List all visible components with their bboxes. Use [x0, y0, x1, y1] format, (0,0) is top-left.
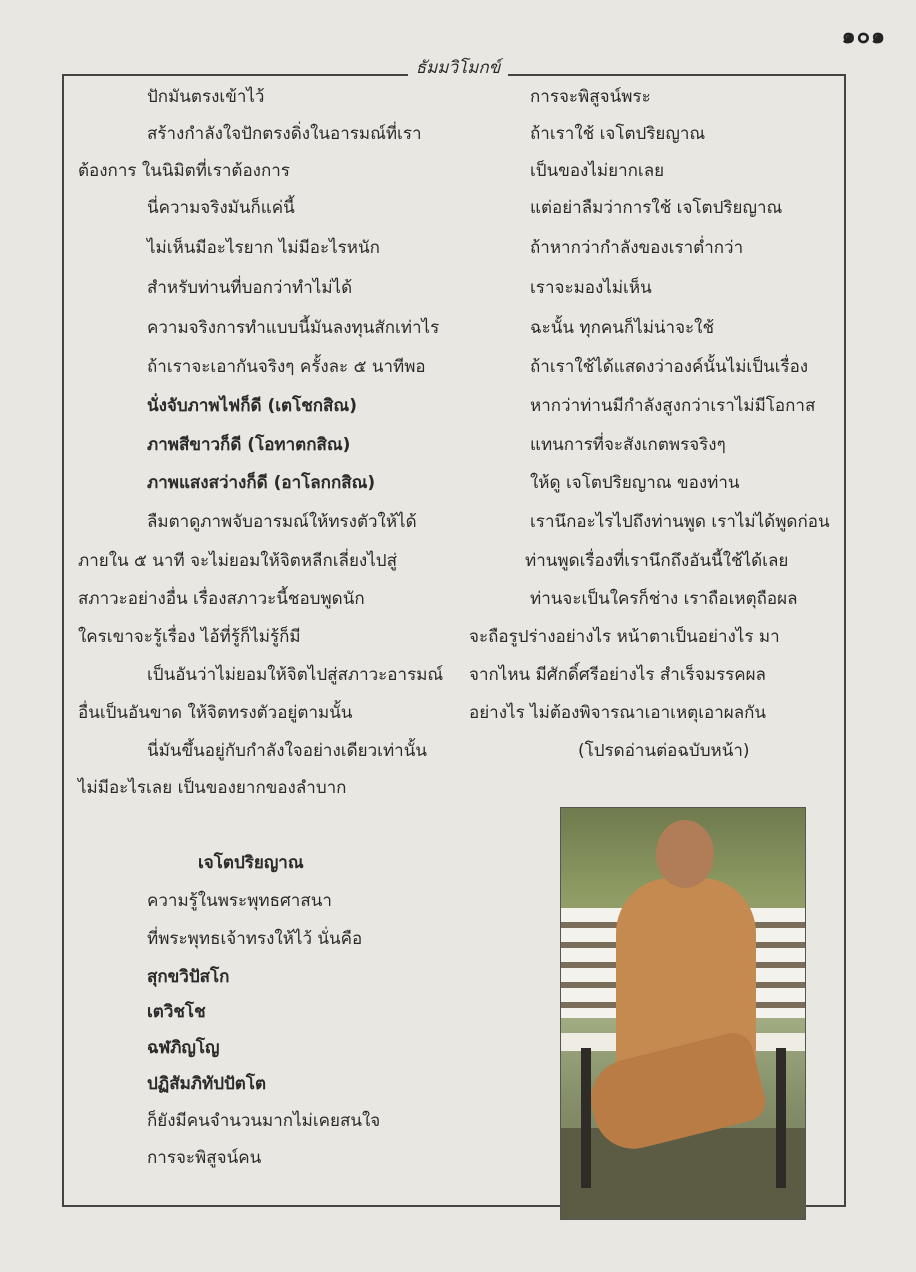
header-title: [0, 54, 916, 81]
left-line-14: สภาวะอย่างอื่น เรื่องสภาวะนี้ชอบพูดนัก: [78, 589, 365, 609]
left-line-5: ไม่เห็นมีอะไรยาก ไม่มีอะไรหนัก: [147, 238, 380, 258]
right-line-4: แต่อย่าลืมว่าการใช้ เจโตปริยญาณ: [530, 198, 783, 218]
left-line-17: อื่นเป็นอันขาด ให้จิตทรงตัวอยู่ตามนั้น: [78, 703, 353, 723]
header-title-text: ธัมมวิโมกข์: [408, 58, 509, 78]
left-line-15: ใครเขาจะรู้เรื่อง ไอ้ที่รู้ก็ไม่รู้ก็มี: [78, 627, 301, 647]
right-line-12: เรานึกอะไรไปถึงท่านพูด เราไม่ได้พูดก่อน: [530, 512, 830, 532]
left-line-16: เป็นอันว่าไม่ยอมให้จิตไปสู่สภาวะอารมณ์: [147, 665, 444, 685]
bench-leg-left: [581, 1048, 591, 1188]
left-line-9: นั่งจับภาพไฟก็ดี (เตโชกสิณ): [147, 396, 357, 416]
left-line-10: ภาพสีขาวก็ดี (โอทาตกสิณ): [147, 435, 351, 455]
right-line-10: แทนการที่จะสังเกตพรจริงๆ: [530, 435, 726, 455]
left-line-28: การจะพิสูจน์คน: [147, 1148, 262, 1168]
left-line-4: นี่ความจริงมันก็แค่นี้: [147, 198, 295, 218]
right-line-7: ฉะนั้น ทุกคนก็ไม่น่าจะใช้: [530, 318, 714, 338]
left-line-26: ปฏิสัมภิทัปปัตโต: [147, 1074, 266, 1094]
right-line-15: จะถือรูปร่างอย่างไร หน้าตาเป็นอย่างไร มา: [469, 627, 780, 647]
right-line-1: การจะพิสูจน์พระ: [530, 87, 651, 107]
left-line-12: ลืมตาดูภาพจับอารมณ์ให้ทรงตัวให้ได้: [147, 512, 417, 532]
photo-ground: [561, 1128, 806, 1220]
section-heading: เจโตปริยญาณ: [198, 853, 304, 873]
right-line-18: (โปรดอ่านต่อฉบับหน้า): [578, 741, 750, 761]
left-line-23: สุกขวิปัสโก: [147, 967, 230, 987]
left-line-7: ความจริงการทำแบบนี้มันลงทุนสักเท่าไร: [147, 318, 440, 338]
right-line-13: ท่านพูดเรื่องที่เรานึกถึงอันนี้ใช้ได้เลย: [525, 551, 789, 571]
left-line-21: ความรู้ในพระพุทธศาสนา: [147, 891, 332, 911]
left-line-8: ถ้าเราจะเอากันจริงๆ ครั้งละ ๕ นาทีพอ: [147, 357, 426, 377]
left-line-6: สำหรับท่านที่บอกว่าทำไม่ได้: [147, 278, 353, 298]
left-line-24: เตวิชโช: [147, 1002, 206, 1022]
left-line-18: นี่มันขึ้นอยู่กับกำลังใจอย่างเดียวเท่านั้น: [147, 741, 427, 761]
monk-head: [656, 820, 714, 888]
right-line-8: ถ้าเราใช้ได้แสดงว่าองค์นั้นไม่เป็นเรื่อง: [530, 357, 809, 377]
left-line-11: ภาพแสงสว่างก็ดี (อาโลกกสิณ): [147, 473, 376, 493]
left-line-1: ปักมันตรงเข้าไว้: [147, 87, 265, 107]
right-line-14: ท่านจะเป็นใครก็ช่าง เราถือเหตุถือผล: [530, 589, 798, 609]
right-line-2: ถ้าเราใช้ เจโตปริยญาณ: [530, 124, 706, 144]
monk-photo: [560, 807, 806, 1220]
left-line-19: ไม่มีอะไรเลย เป็นของยากของลำบาก: [78, 778, 347, 798]
left-line-13: ภายใน ๕ นาที จะไม่ยอมให้จิตหลีกเลี่ยงไปสู่: [78, 551, 397, 571]
right-line-9: หากว่าท่านมีกำลังสูงกว่าเราไม่มีโอกาส: [530, 396, 816, 416]
right-line-5: ถ้าหากว่ากำลังของเราต่ำกว่า: [530, 238, 744, 258]
left-line-22: ที่พระพุทธเจ้าทรงให้ไว้ นั่นคือ: [147, 929, 363, 949]
right-line-3: เป็นของไม่ยากเลย: [530, 161, 665, 181]
right-line-16: จากไหน มีศักดิ์ศรีอย่างไร สำเร็จมรรคผล: [469, 665, 766, 685]
right-line-6: เราจะมองไม่เห็น: [530, 278, 652, 298]
left-line-27: ก็ยังมีคนจำนวนมากไม่เคยสนใจ: [147, 1111, 381, 1131]
bench-leg-right: [776, 1048, 786, 1188]
page-number: ๑๐๑: [841, 24, 886, 49]
left-line-3: ต้องการ ในนิมิตที่เราต้องการ: [78, 161, 290, 181]
right-line-17: อย่างไร ไม่ต้องพิจารณาเอาเหตุเอาผลกัน: [469, 703, 767, 723]
right-line-11: ให้ดู เจโตปริยญาณ ของท่าน: [530, 473, 740, 493]
left-line-2: สร้างกำลังใจปักตรงดิ่งในอารมณ์ที่เรา: [147, 124, 422, 144]
left-line-25: ฉฬภิญโญ: [147, 1038, 220, 1058]
